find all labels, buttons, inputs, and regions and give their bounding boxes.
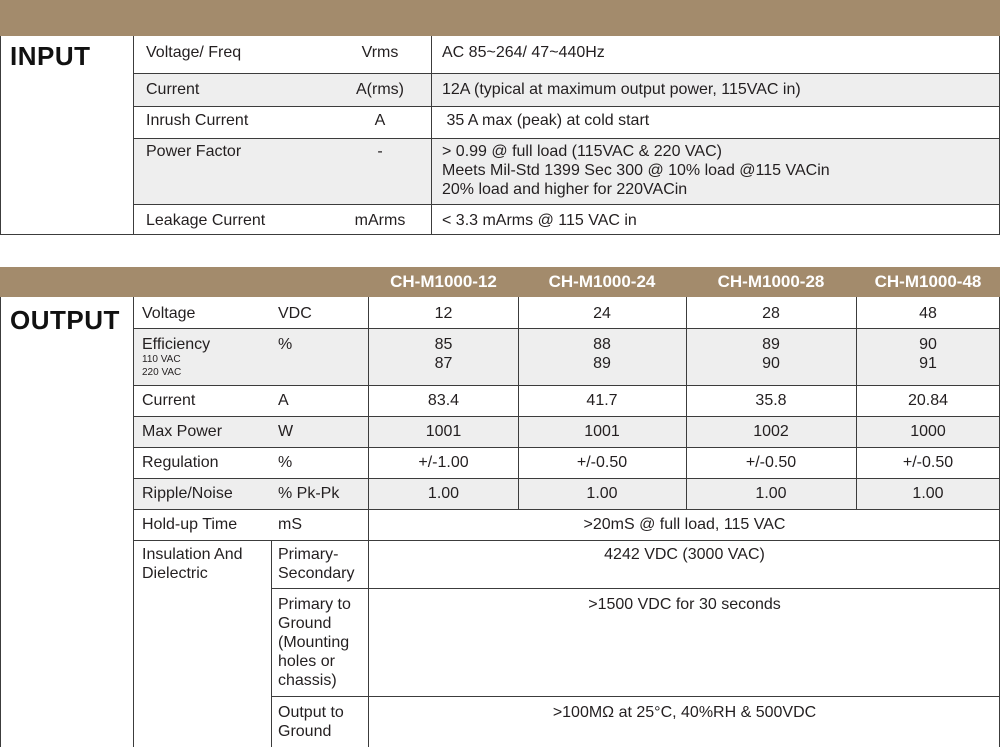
value-cell: 87 <box>434 355 453 372</box>
param-label: Current <box>146 81 200 98</box>
unit-label: A <box>374 112 386 129</box>
value-text: 20% load and higher for 220VACin <box>442 181 688 198</box>
param-label: Voltage/ Freq <box>146 44 242 61</box>
value-cell: 4242 VDC (3000 VAC) <box>604 546 765 563</box>
unit-label: % Pk-Pk <box>278 485 340 502</box>
unit-label: Ground <box>278 615 332 632</box>
value-cell: +/-0.50 <box>902 454 954 471</box>
unit-label: - <box>377 143 383 160</box>
value-cell: 1.00 <box>427 485 460 502</box>
value-cell: 1001 <box>584 423 620 440</box>
value-text: Meets Mil-Std 1399 Sec 300 @ 10% load @115 VACin <box>442 162 830 179</box>
param-label: Power Factor <box>146 143 242 160</box>
value-cell: 89 <box>593 355 611 372</box>
value-text: < 3.3 mArms @ 115 VAC in <box>442 212 637 229</box>
unit-label: Primary to <box>278 596 351 613</box>
value-cell: 28 <box>762 305 780 322</box>
param-label: Leakage Current <box>146 212 266 229</box>
value-cell: 1.00 <box>912 485 944 502</box>
unit-label: Ground <box>278 723 332 740</box>
sub-label: 220 VAC <box>142 367 182 378</box>
unit-label: A <box>278 392 289 409</box>
param-label: Ripple/Noise <box>142 485 233 502</box>
param-label: Regulation <box>142 454 219 471</box>
unit-label: chassis) <box>278 672 337 689</box>
value-cell: 91 <box>919 355 937 372</box>
param-label: Inrush Current <box>146 112 249 129</box>
value-cell: 1.00 <box>586 485 618 502</box>
unit-label: (Mounting <box>278 634 350 651</box>
value-cell: 90 <box>919 336 937 353</box>
unit-label: Secondary <box>278 565 355 582</box>
value-cell: +/-0.50 <box>745 454 797 471</box>
unit-label: W <box>278 423 294 440</box>
value-cell: 48 <box>919 305 937 322</box>
value-cell: 1.00 <box>755 485 787 502</box>
value-text: > 0.99 @ full load (115VAC & 220 VAC) <box>442 143 722 160</box>
value-text: AC 85~264/ 47~440Hz <box>442 44 605 61</box>
value-cell: 20.84 <box>907 392 949 409</box>
model-header: CH-M1000-48 <box>874 272 982 291</box>
value-text: 12A (typical at maximum output power, 115VAC in) <box>442 81 801 98</box>
value-cell: 41.7 <box>586 392 618 409</box>
param-label: Dielectric <box>142 565 208 582</box>
unit-label: % <box>278 336 293 353</box>
value-cell: 1002 <box>753 423 789 440</box>
value-cell: 24 <box>593 305 611 322</box>
param-label: Voltage <box>142 305 196 322</box>
value-cell: >100MΩ at 25°C, 40%RH & 500VDC <box>552 704 817 721</box>
param-label: Efficiency <box>142 336 211 353</box>
value-cell: 89 <box>762 336 780 353</box>
unit-label: Primary- <box>278 546 339 563</box>
value-cell: 12 <box>434 305 453 322</box>
param-label: Hold-up Time <box>142 516 238 533</box>
value-cell: >20mS @ full load, 115 VAC <box>583 516 786 533</box>
unit-label: Output to <box>278 704 344 721</box>
unit-label: A(rms) <box>356 81 404 98</box>
input-section-title: INPUT <box>10 41 91 71</box>
value-cell: 90 <box>762 355 780 372</box>
model-header: CH-M1000-12 <box>390 272 497 291</box>
unit-label: mArms <box>354 212 406 229</box>
model-header: CH-M1000-28 <box>717 272 825 291</box>
param-label: Insulation And <box>142 546 243 563</box>
unit-label: Vrms <box>361 44 399 61</box>
value-cell: 85 <box>434 336 453 353</box>
unit-label: VDC <box>278 305 312 322</box>
value-cell: 1000 <box>910 423 946 440</box>
value-cell: 83.4 <box>427 392 460 409</box>
value-cell: +/-1.00 <box>418 454 469 471</box>
value-cell: 1001 <box>425 423 462 440</box>
model-header: CH-M1000-24 <box>548 272 656 291</box>
value-cell: 88 <box>593 336 611 353</box>
value-text: 35 A max (peak) at cold start <box>442 112 650 129</box>
param-label: Max Power <box>142 423 223 440</box>
sub-label: 110 VAC <box>142 354 181 365</box>
output-section-title: OUTPUT <box>10 305 120 335</box>
value-cell: >1500 VDC for 30 seconds <box>588 596 781 613</box>
unit-label: % <box>278 454 293 471</box>
unit-label: mS <box>278 516 302 533</box>
unit-label: holes or <box>278 653 335 670</box>
value-cell: 35.8 <box>755 392 787 409</box>
input-header-bar <box>0 0 1000 36</box>
param-label: Current <box>142 392 196 409</box>
value-cell: +/-0.50 <box>576 454 628 471</box>
